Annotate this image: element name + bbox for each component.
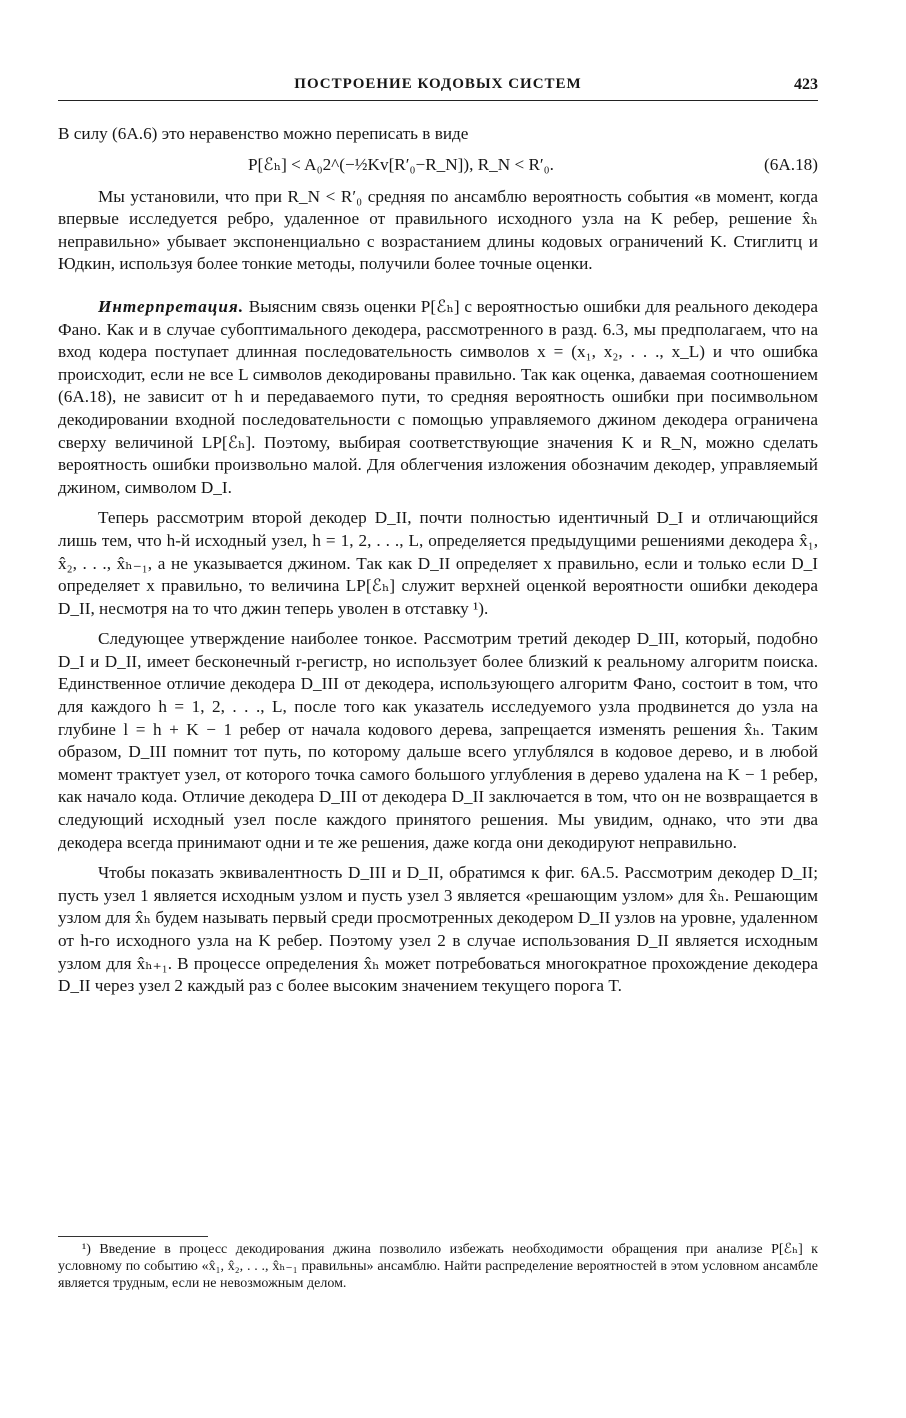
paragraph-2 (58, 296, 818, 499)
paragraph-1: Мы установили, что при R_N < R′₀ средняя по ансамблю вероятность события «в момент, когда впервые исследуется ребро, удаленное от правильного исходного узла на K ребер, решение x̂ₕ неправильно» убывает экспоненциально с возрастанием длины кодовых ограничений K. Стиглитц и Юдкин, используя более тонкие методы, получили более точные оценки. (58, 186, 818, 274)
footnote (58, 1236, 818, 1292)
equation-number: (6А.18) (764, 154, 818, 174)
page (58, 72, 818, 1006)
paragraph-2-text: Выясним связь оценки P[ℰₕ] с вероятностью ошибки для реального декодера Фано. Как и в случае субоптимального декодера, рассмотренного в разд. 6.3, мы предполагаем, что на вход кодера поступает длинная последовательность символов x = (x₁, x₂, . . ., x_L) и что ошибка происходит, если не все L символов декодированы правильно. Так как оценка, даваемая соотношением (6А.18), не зависит от h и передаваемого пути, то средняя вероятность ошибки при посимвольном декодировании входной последовательности с помощью управляемого джином декодера ограничена сверху величиной LP[ℰₕ]. Поэтому, выбирая соответствующие значения K и R_N, можно сделать вероятность ошибки произвольно малой. Для облегчения изложения обозначим декодер, управляемый джином, символом D_I. (58, 296, 819, 497)
paragraph-3: Теперь рассмотрим второй декодер D_II, почти полностью идентичный D_I и отличающийся лишь тем, что h-й исходный узел, h = 1, 2, . . ., L, определяется предыдущими решениями декодера x̂₁, x̂₂, . . ., x̂ₕ₋₁, а не указывается джином. Так как D_II определяет x правильно, если и только если D_I определяет x правильно, то величина LP[ℰₕ] служит верхней оценкой вероятности ошибки декодера D_II, несмотря на то что джин теперь уволен в отставку ¹). (58, 508, 818, 618)
running-title: ПОСТРОЕНИЕ КОДОВЫХ СИСТЕМ (294, 76, 582, 92)
page-number: 423 (794, 76, 818, 93)
intro-line: В силу (6А.6) это неравенство можно переписать в виде (58, 124, 469, 143)
paragraph-5: Чтобы показать эквивалентность D_III и D_II, обратимся к фиг. 6А.5. Рассмотрим декодер D_II; пусть узел 1 является исходным узлом и пусть узел 3 является «решающим узлом» для x̂ₕ. Решающим узлом для x̂ₕ будем называть первый среди просмотренных декодером D_II узлов на уровне, удаленном от h-го исходного узла на K ребер. Поэтому узел 2 в случае использования D_II является исходным узлом для x̂ₕ₊₁. В процессе определения x̂ₕ может потребоваться многократное прохождение декодера D_II через узел 2 каждый раз с более высоким значением текущего порога T. (58, 863, 818, 996)
footnote-rule (58, 1236, 208, 1237)
paragraph-4: Следующее утверждение наиболее тонкое. Рассмотрим третий декодер D_III, который, подобно D_I и D_II, имеет бесконечный r-регистр, но использует более близкий к реальному алгоритм поиска. Единственное отличие декодера D_III от декодера, использующего алгоритм Фано, состоит в том, что для каждого h = 1, 2, . . ., L, после того как указатель исследуемого узла продвинется до узла на глубине l = h + K − 1 ребер от начала кодового дерева, запрещается изменять решения x̂ₕ. Таким образом, D_III помнит тот путь, по которому дальше всего углублялся в кодовое дерево, и в любой момент трактует узел, от которого точка самого большого углубления в дерево удалена на K − 1 ребер, как начало кода. Отличие декодера D_III от декодера D_II заключается в том, что он не возвращается в следующий исходный узел после каждого принятого решения. Мы увидим, однако, что эти два декодера всегда принимают одни и те же решения, даже когда они декодируют неправильно. (58, 629, 818, 852)
running-header (58, 72, 818, 101)
runin-heading: Интерпретация. (98, 296, 245, 316)
equation-6a18 (58, 154, 818, 180)
footnote-text: ¹) Введение в процесс декодирования джина позволило избежать необходимости обращения при анализе P[ℰₕ] к условному по событию «x̂₁, x̂₂, . . ., x̂ₕ₋₁ правильны» ансамблю. Найти распределение вероятностей в этом условном ансамбле является трудным, если не невозможным делом. (58, 1242, 818, 1291)
equation-expression: P[ℰₕ] < A₀2^(−½Kv[R′₀−R_N]), R_N < R′₀. (248, 154, 554, 174)
main-text (58, 123, 818, 998)
